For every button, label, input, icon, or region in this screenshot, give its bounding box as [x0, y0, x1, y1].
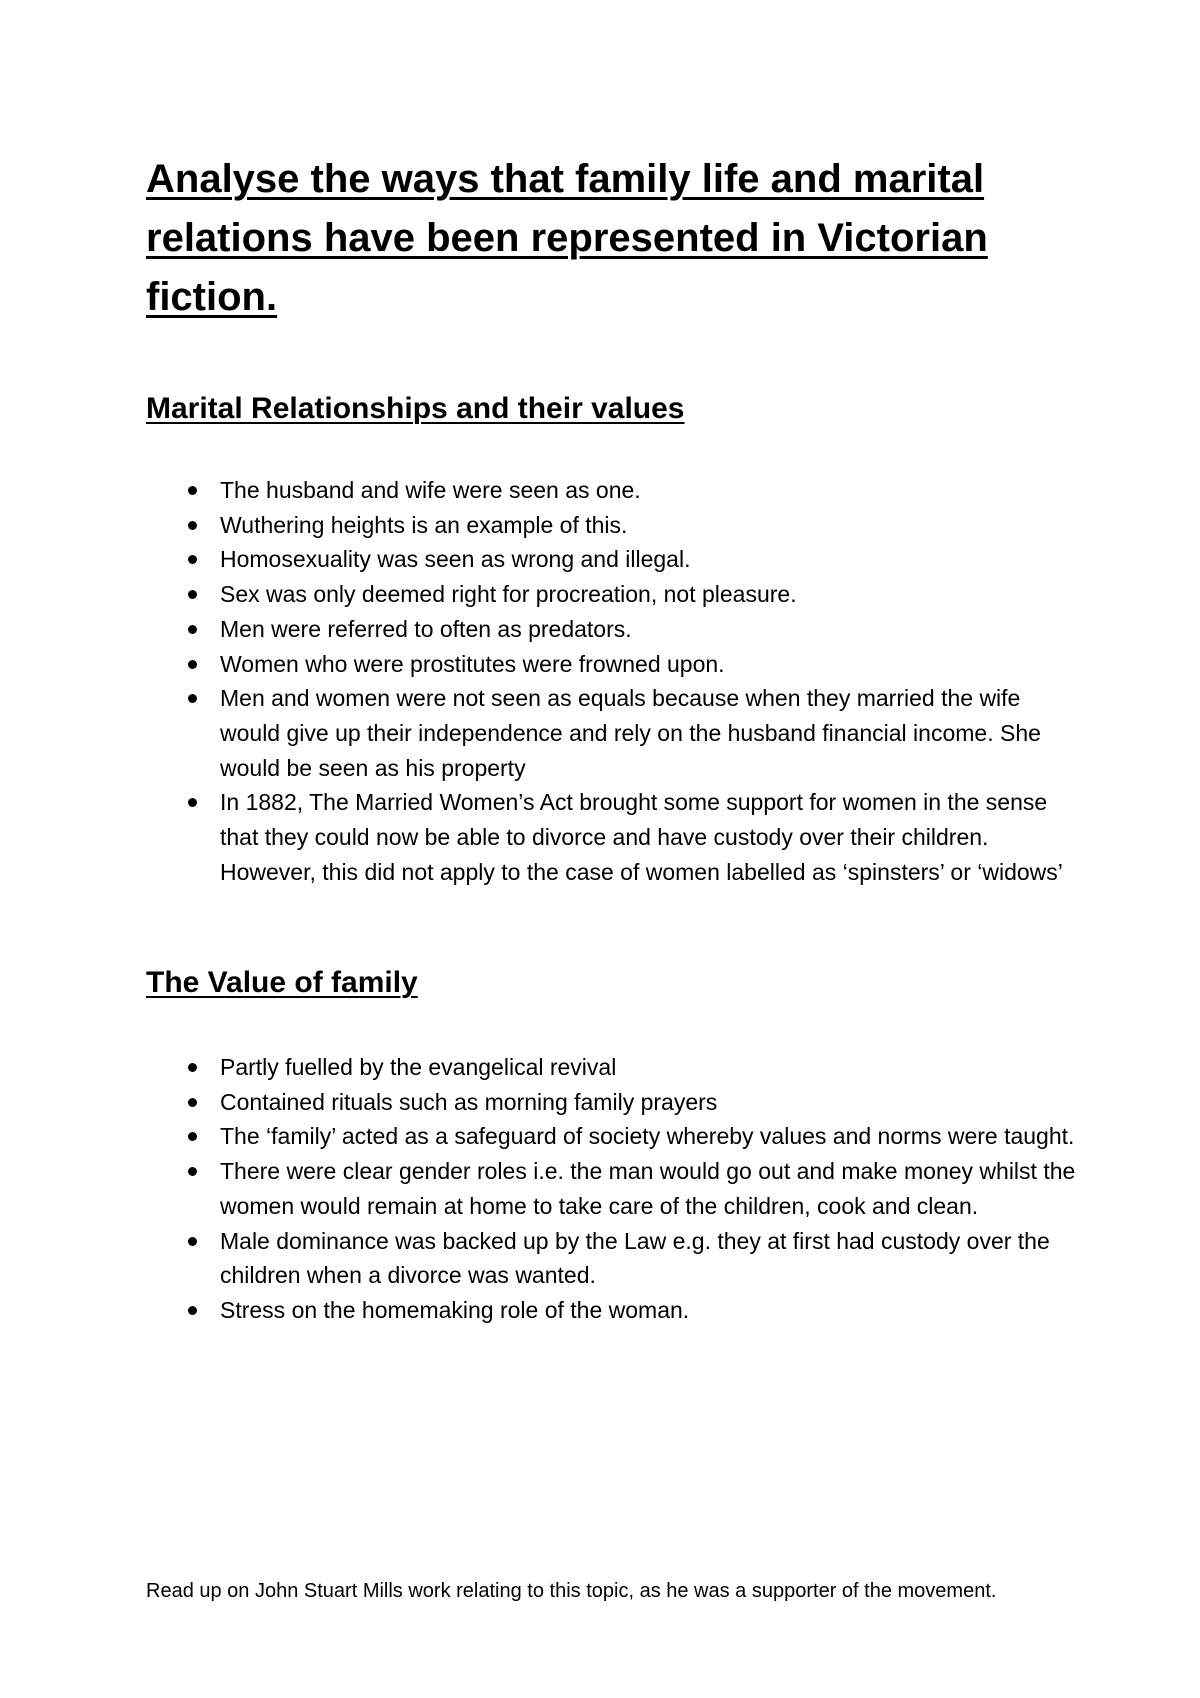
document-title: Analyse the ways that family life and marital relations have been represented in Victorian fiction. [146, 157, 988, 319]
list-item-text: Male dominance was backed up by the Law e.g. they at first had custody over the children when a divorce was wanted. [220, 1227, 1050, 1289]
list-item [220, 1085, 1080, 1120]
list-item [220, 1154, 1080, 1223]
list-item-text: The ‘family’ acted as a safeguard of society whereby values and norms were taught. [220, 1123, 1075, 1150]
list-item-text: Homosexuality was seen as wrong and illegal. [220, 546, 691, 573]
list-item [220, 612, 1080, 647]
bullet-icon [188, 1132, 197, 1141]
bullet-icon [188, 555, 197, 564]
bullet-icon [188, 1306, 197, 1315]
list-item [220, 785, 1080, 889]
list-item-text: Men were referred to often as predators. [220, 615, 632, 642]
section-heading-value-of-family: The Value of family [146, 966, 418, 999]
bullet-icon [188, 590, 197, 599]
list-item-text: There were clear gender roles i.e. the man would go out and make money whilst the women would remain at home to take care of the children, cook and clean. [220, 1158, 1076, 1219]
list-item [220, 1293, 1080, 1328]
footer-note: Read up on John Stuart Mills work relating to this topic, as he was a supporter of the movement. [146, 1580, 997, 1602]
list-item [220, 647, 1080, 682]
list-item-text: Wuthering heights is an example of this. [220, 511, 628, 538]
list-item-text: Contained rituals such as morning family prayers [220, 1088, 718, 1115]
list-item-text: Partly fuelled by the evangelical revival [220, 1054, 617, 1080]
bullet-icon [188, 486, 197, 495]
list-item-text: Women who were prostitutes were frowned upon. [220, 650, 725, 677]
bullet-icon [188, 1167, 197, 1176]
bullet-icon [188, 521, 197, 530]
list-item [220, 1050, 1080, 1085]
list-item-text: Men and women were not seen as equals because when they married the wife would give up their independence and rely on the husband financial income. She would be seen as his property [220, 685, 1041, 781]
bullet-icon [188, 694, 197, 703]
section-heading-marital-relationships: Marital Relationships and their values [146, 392, 685, 425]
list-item-text: Sex was only deemed right for procreation, not pleasure. [220, 581, 797, 608]
list-item-text: Stress on the homemaking role of the woman. [220, 1296, 690, 1323]
list-item [220, 1119, 1080, 1154]
list-item-text: In 1882, The Married Women’s Act brought some support for women in the sense that they could now be able to divorce and have custody over their children. However, this did not apply to the case of women labelled as ‘spinsters’ or ‘widows’ [220, 789, 1063, 885]
list-item-text: The husband and wife were seen as one. [220, 477, 641, 503]
bullet-icon [188, 798, 197, 807]
bullet-icon [188, 1063, 197, 1072]
list-item [220, 473, 1080, 508]
bullet-icon [188, 1237, 197, 1246]
list-item [220, 542, 1080, 577]
value-of-family-list [220, 1050, 1080, 1328]
marital-relationships-list [220, 473, 1080, 889]
bullet-icon [188, 660, 197, 669]
list-item [220, 1224, 1080, 1293]
list-item [220, 681, 1080, 785]
bullet-icon [188, 1098, 197, 1107]
list-item [220, 577, 1080, 612]
bullet-icon [188, 625, 197, 634]
list-item [220, 508, 1080, 543]
